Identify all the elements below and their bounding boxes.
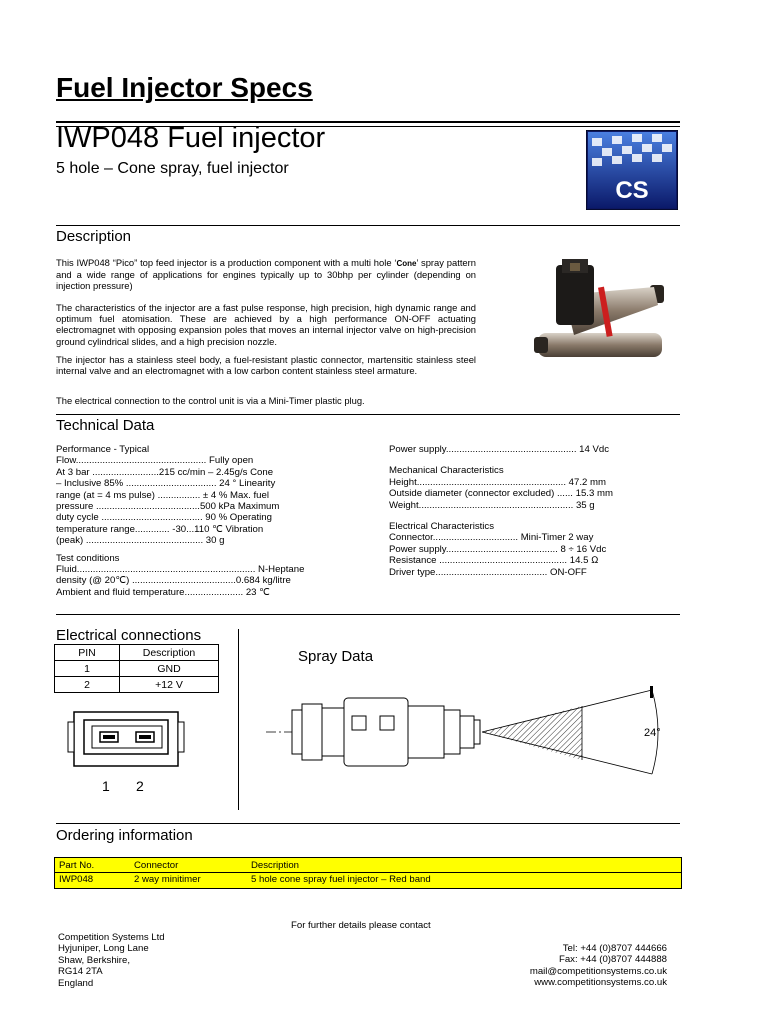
order-header-part: Part No. [59, 860, 95, 871]
vertical-divider [238, 629, 239, 810]
address-line: Competition Systems Ltd [58, 932, 165, 943]
contact-details [530, 943, 667, 989]
address-line: England [58, 977, 94, 989]
address-line: Shaw, Berkshire, [58, 954, 130, 966]
mechanical-line: Outside diameter (connector excluded) ...... 15.3 mm [389, 488, 613, 500]
pin-col-header: PIN [55, 645, 120, 661]
website-link[interactable]: www.competitionsystems.co.uk [534, 977, 667, 989]
spray-angle-label: 24° [644, 727, 661, 739]
test-line: density (@ 20℃) .......................................0.684 kg/litre [56, 575, 291, 587]
electrical-heading: Electrical Characteristics [389, 521, 495, 533]
desc-cell: GND [120, 661, 219, 677]
electrical-rule [56, 614, 680, 615]
description-heading: Description [56, 228, 132, 245]
ordering-rule [56, 823, 680, 824]
electrical-line: Resistance ................................................ 14.5 Ω [389, 555, 599, 567]
electrical-connections-heading: Electrical connections [56, 627, 202, 644]
email-link[interactable]: mail@competitionsystems.co.uk [529, 965, 667, 977]
technical-rule [56, 414, 680, 415]
description-paragraph-4: The electrical connection to the control unit is via a Mini-Timer plastic plug. [56, 395, 365, 406]
description-paragraph-1 [56, 257, 476, 292]
order-description: 5 hole cone spray fuel injector – Red band [251, 874, 431, 885]
description-paragraph-2: The characteristics of the injector are a fast pulse response, high precision, high dynamic range and optimum fuel atomisation. These are achieved by a high performance ON-OFF actuating electromagnet with opposing expansion poles that moves an internal injector valve on high-precision ground cylindrical slides, and a high precision nozzle. [56, 302, 476, 347]
product-subtitle: 5 hole – Cone spray, fuel injector [56, 160, 289, 177]
electrical-line: Power supply.......................................... 8 ÷ 16 Vdc [389, 543, 607, 555]
description-p1-end: ’ spray pattern and a wide range of applications for engines typically up to 30bhp per cylinder (depending on injection pressure) [56, 257, 476, 292]
order-header-connector: Connector [134, 860, 179, 871]
address-line: RG14 2TA [58, 966, 103, 978]
ordering-heading: Ordering information [56, 827, 193, 844]
table-row [55, 677, 219, 693]
logo-text: CS [615, 177, 649, 204]
mechanical-line: Height........................................................ 47.2 mm [389, 476, 606, 488]
pin-cell: 1 [55, 661, 120, 677]
performance-line: duty cycle ...................................... 90 % Operating [56, 512, 272, 524]
order-connector: 2 way minitimer [134, 874, 201, 885]
pin-label-1: 1 [102, 778, 110, 794]
technical-heading: Technical Data [56, 417, 155, 434]
description-col-header: Description [120, 645, 219, 661]
spray-data-heading: Spray Data [298, 648, 374, 665]
performance-line: Flow................................................. Fully open [56, 455, 254, 467]
pin-table [54, 644, 219, 693]
connector-diagram [66, 708, 186, 772]
test-line: Ambient and fluid temperature...................... 23 ℃ [56, 586, 270, 598]
mechanical-line: Weight.......................................................... 35 g [389, 499, 595, 511]
description-paragraph-3: The injector has a stainless steel body, a fuel-resistant plastic connector, martensitic stainless steel internal valve and an electromagnet with a low carbon content stainless steel armature. [56, 354, 476, 377]
performance-line: At 3 bar .........................215 cc/min – 2.45g/s Cone [56, 466, 274, 478]
description-p1-cone: Cone [396, 259, 417, 268]
description-rule [56, 225, 680, 226]
product-title: IWP048 Fuel injector [56, 122, 326, 154]
pin-cell: 2 [55, 677, 120, 693]
fax: Fax: +44 (0)8707 444888 [558, 954, 667, 966]
order-header-description: Description [251, 860, 299, 871]
company-address [58, 932, 165, 989]
electrical-line: Driver type.......................................... ON-OFF [389, 566, 587, 578]
pin-table-header [55, 645, 219, 661]
desc-cell: +12 V [120, 677, 219, 693]
order-row-divider [55, 872, 681, 873]
test-conditions-heading: Test conditions [56, 552, 120, 564]
ordering-table [54, 857, 682, 889]
performance-line: pressure .......................................500 kPa Maximum [56, 501, 280, 513]
page-heading: Fuel Injector Specs [56, 72, 313, 103]
characteristics-block [389, 444, 613, 578]
performance-line: (peak) ............................................ 30 g [56, 535, 225, 547]
phone: Tel: +44 (0)8707 444666 [562, 943, 667, 954]
performance-line: Performance - Typical [56, 444, 150, 455]
test-line: Fluid................................................................... N-Heptane [56, 564, 305, 576]
address-line: Hyjuniper, Long Lane [58, 943, 149, 955]
order-part-number: IWP048 [59, 874, 94, 885]
performance-line: – Inclusive 85% .................................. 24 ° Linearity [56, 478, 276, 490]
performance-line: temperature range............. -30...110 ℃ Vibration [56, 523, 264, 535]
mechanical-heading: Mechanical Characteristics [389, 465, 504, 477]
injector-photo [534, 255, 666, 370]
pin-label-2: 2 [136, 778, 144, 794]
electrical-line: Connector................................ Mini-Timer 2 way [389, 532, 594, 544]
power-supply-line: Power supply................................................. 14 Vdc [389, 444, 610, 455]
performance-block [56, 444, 304, 598]
cs-logo [586, 130, 678, 210]
description-p1-start: This IWP048 “Pico” top feed injector is a production component with a multi hole ‘ [56, 257, 397, 268]
contact-note: For further details please contact [291, 920, 431, 931]
spray-diagram [262, 684, 682, 784]
performance-line: range (at = 4 ms pulse) ................ ± 4 % Max. fuel [56, 489, 269, 501]
table-row [55, 661, 219, 677]
